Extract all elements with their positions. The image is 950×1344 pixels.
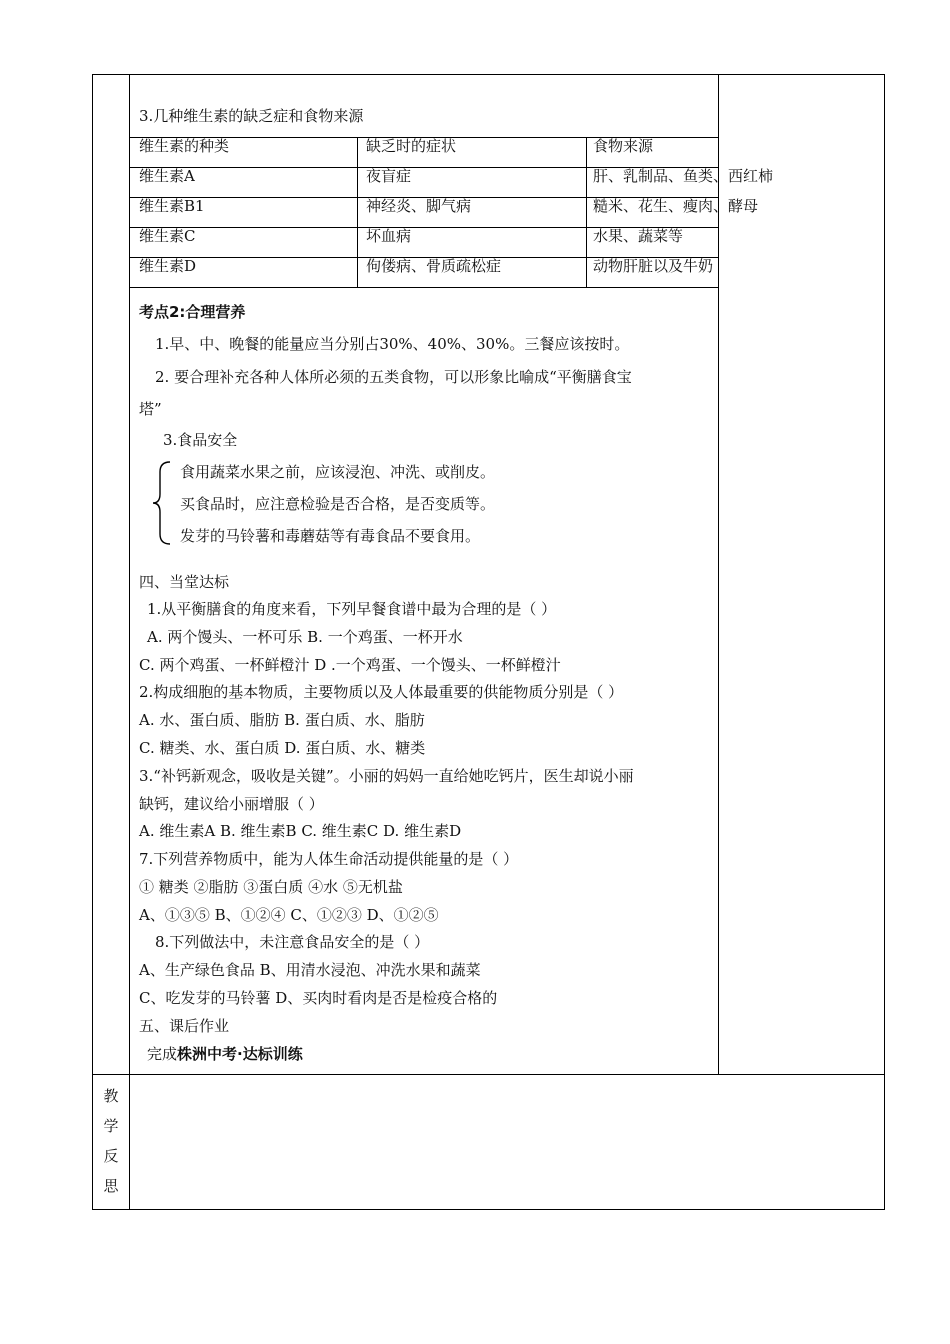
frame-right: [884, 74, 885, 1210]
point2-item1: 1.早、中、晚餐的能量应当分别占30%、40%、30%。三餐应该按时。: [155, 335, 630, 353]
table-cell: 佝偻病、骨质疏松症: [366, 257, 502, 275]
safety-item: 买食品时，应注意检验是否合格，是否变质等。: [180, 495, 496, 513]
table-cell: 神经炎、脚气病: [366, 197, 472, 215]
reflection-label: 教 学 反 思: [103, 1087, 119, 1195]
homework-title: 株洲中考·达标训练: [177, 1045, 303, 1063]
question-line: 3.“补钙新观念，吸收是关键”。小丽的妈妈一直给她吃钙片，医生却说小丽: [139, 767, 634, 785]
point2-item3: 3.食品安全: [163, 431, 238, 449]
frame-top: [92, 74, 885, 75]
question-line: C. 糖类、水、蛋白质 D. 蛋白质、水、糖类: [139, 739, 426, 757]
question-line: 2.构成细胞的基本物质，主要物质以及人体最重要的供能物质分别是（ ）: [139, 683, 624, 701]
table-header: 缺乏时的症状: [366, 137, 457, 155]
section5-title: 五、课后作业: [139, 1017, 230, 1035]
point2-item2-line1: 2. 要合理补充各种人体所必须的五类食物，可以形象比喻成“平衡膳食宝: [155, 368, 632, 386]
table-cell: 肝、乳制品、鱼类、西红柿: [593, 167, 774, 185]
question-line: A. 水、蛋白质、脂肪 B. 蛋白质、水、脂肪: [139, 711, 425, 729]
question-line: 缺钙，建议给小丽增服（ ）: [139, 795, 324, 813]
homework-prefix: 完成: [147, 1045, 178, 1063]
frame-content-right: [718, 74, 719, 1074]
table-cell: 糙米、花生、瘦肉、酵母: [593, 197, 759, 215]
table-header: 维生素的种类: [139, 137, 230, 155]
question-line: 1.从平衡膳食的角度来看，下列早餐食谱中最为合理的是（ ）: [147, 600, 557, 618]
point2-title: 考点2:合理营养: [139, 303, 246, 321]
section3-title: 3.几种维生素的缺乏症和食物来源: [139, 107, 364, 125]
frame-left: [92, 74, 93, 1210]
question-line: A、①③⑤ B、①②④ C、①②③ D、①②⑤: [139, 906, 439, 924]
table-cell: 动物肝脏以及牛奶: [593, 257, 714, 275]
table-cell: 维生素B1: [139, 197, 205, 215]
frame-inner-left: [129, 74, 130, 1210]
table-cell: 水果、蔬菜等: [593, 227, 684, 245]
question-line: A. 两个馒头、一杯可乐 B. 一个鸡蛋、一杯开水: [147, 628, 463, 646]
safety-item: 食用蔬菜水果之前，应该浸泡、冲洗、或削皮。: [180, 463, 496, 481]
question-line: C. 两个鸡蛋、一杯鲜橙汁 D .一个鸡蛋、一个馒头、一杯鲜橙汁: [139, 656, 561, 674]
frame-middle: [92, 1074, 885, 1075]
question-line: A. 维生素A B. 维生素B C. 维生素C D. 维生素D: [139, 822, 462, 840]
question-line: A、生产绿色食品 B、用清水浸泡、冲洗水果和蔬菜: [139, 961, 481, 979]
table-cell: 维生素A: [139, 167, 195, 185]
table-cell: 维生素D: [139, 257, 197, 275]
curly-brace-icon: [150, 460, 174, 546]
question-line: 7.下列营养物质中，能为人体生命活动提供能量的是（ ）: [139, 850, 519, 868]
question-line: 8.下列做法中，未注意食品安全的是（ ）: [155, 933, 430, 951]
question-line: C、吃发芽的马铃薯 D、买肉时看肉是否是检疫合格的: [139, 989, 498, 1007]
point2-item2-line2: 塔”: [139, 400, 162, 418]
homework-line: [147, 1044, 303, 1064]
table-cell: 夜盲症: [366, 167, 412, 185]
frame-bottom: [92, 1209, 885, 1210]
question-line: ① 糖类 ②脂肪 ③蛋白质 ④水 ⑤无机盐: [139, 878, 403, 896]
safety-item: 发芽的马铃薯和毒蘑菇等有毒食品不要食用。: [180, 527, 481, 545]
table-header: 食物来源: [593, 137, 654, 155]
section4-title: 四、当堂达标: [139, 573, 230, 591]
table-cell: 维生素C: [139, 227, 196, 245]
table-cell: 坏血病: [366, 227, 412, 245]
